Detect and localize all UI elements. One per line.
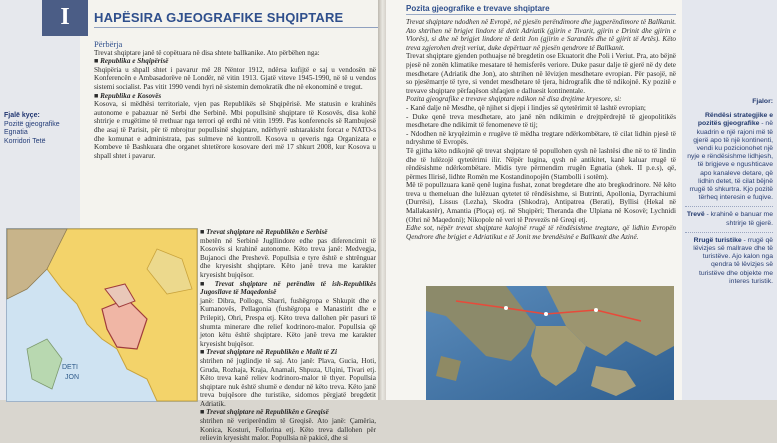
paragraph: Të gjitha këto ndikojnë që trevat shqiptare të popullohen qysh në lashtësi dhe në to të lindin dhe të lulëzojë qytetërimi ilir. Nëpër lugina, qysh në antikitet, kanë kaluar rrugë të rëndësishme ndërkombëtare. Midis tyre përmendim rrugën Egnatia (shek. II p.e.s), që, përmes Ilirisë, lidhte Romën me Kostandinopojën (Stambolli i sotëm). (406, 146, 676, 181)
right-page (386, 0, 777, 400)
item-text: Kosova, si mëdhësi territoriale, vjen pas Republikës së Shqipërisë. Me statusin e krahinës autonome e pabazuar në Serbi dhe Serbinë. Mbi popullsinë shqiptare të Kosovës, disa kohë shtrirje e rrugëtime të rrethuar nga terrori që erdhi në vitin 1999. Pas konferencës së Rambujesë dhe asaj të Parisit, për të mbrojtur popullsinë shqiptare, ndërhyrë ushtarakisht forcat e NATO-s dhe komunat e administrata, pas sulmeve në kontroll. Kosova u qeveris nga Organizata e Kombeve të Bashkuara dhe organet shtetërore kosovare deri më 17 shkurt 2008, kur Kosova u shpall shtet i pavarur. (94, 100, 376, 160)
keywords-label: Fjalë kyçe: (4, 112, 40, 119)
paragraph: Trevat shqiptare ndodhen në Evropë, në pjesën perëndimore dhe jugperëndimore të Ballkanit. Ato shtrihen në brigjet lindore të detit Adriatik (gjirin e Tivarit, gjirin e Drinit dhe gjirin e Vlorës), si dhe në brigjet lindore të detit Jon (gjirin e Sarandës dhe të gjirit të Artës). Këto treva zgjerohen drejt veriut, duke depërtuar në pjesën qendrore të Ballkanit. (406, 18, 676, 52)
keyword-item: Korridori Tetë (4, 137, 46, 145)
keyword-item: Egnatia (4, 129, 28, 136)
paragraph: Edhe sot, nëpër trevat shqiptare kalojnë rrugë të rëndësishme tregtare, që lidhin Evropën Qendrore dhe brigjet e Adriatikut e të Jonit me brendësinë e Ballkanit dhe Azinë. (406, 224, 676, 241)
map-graphic (7, 229, 197, 401)
glossary-definition: - krahinë e banuar me shtrirje të gjerë. (706, 211, 773, 227)
satellite-photo (426, 286, 674, 400)
glossary-label: Fjalor: (752, 98, 773, 105)
glossary-term: Rëndësi strategjike e pozitës gjeografike (697, 112, 773, 128)
title-divider (406, 14, 676, 15)
item-heading: Trevat shqiptare në perëndim të ish-Republikës Jugosllave të Maqedonisë (200, 279, 377, 297)
item-text: janë: Dibra, Pollogu, Sharri, fushëgropa e Shkupit dhe e Kumanovës, Pellagonia (fushëgropa e Manastirit dhe e Prilepit), Ohri, Prespa etj. Këto treva dallohen për pasuri të shumta minerare dhe relief kodrinoro-malor. Popullsia që jeton këtu është shqiptare. Këto janë treva me karakter kryesisht bujqësor. (200, 296, 376, 348)
item-text: mbetën në Serbinë Jugllindore edhe pas diferencimit të Kosovës si krahinë autonome. Këto treva janë: Medvegja, Bujanoci dhe Preshevë. Popullsia e tyre është e shtrënguar dhe kryesisht shqiptare. Këto janë treva me karakter kryesisht bujqësor. (200, 236, 376, 279)
paragraph: Trevat shqiptare gjenden pothuajse në bregdetin ose Ekuatorit dhe Poli i Veriut. Pra, ato bëjnë pjesë në zonën klimatike mesatare të hemisferës veriore. Duke pasur dalje të gjerë në dy dete mesdhetare (Adriatik dhe Jon), ato shtrihen në lëvizjen mesdhetare evropian. Për pasojë, në so pjesëmarrje të tyre, si vendet mesdhetare të tjera, hidrografik dhe të ndikojnë. Ky pozitë e trevave shqiptare përfaqëson shfaqjen e dalluesit kontinentale. (406, 52, 676, 95)
divider (685, 232, 773, 233)
right-page-title: Pozita gjeografike e trevave shqiptare (406, 4, 550, 13)
item-heading: Trevat shqiptare në Republikën e Malit të Zi (206, 348, 338, 357)
section-heading: Përbërja (94, 39, 123, 49)
paragraph: - Duke qenë treva mesdhetare, ato janë nën ndikimin e drejtpërdrejtë të gjeopolitikës mesdhetare dhe ndikimit të fenomeneve të tij; (406, 112, 676, 130)
glossary-term: Trevë (686, 211, 705, 219)
glossary-definition: - rrugë që lëvizjes së mallrave dhe të turistëve. Ajo kalon nga qendra të lëvizjes së turistëve dhe objekte me interes turistik. (693, 236, 773, 285)
title-divider (94, 27, 380, 28)
keywords-box (4, 112, 78, 146)
right-body-text (406, 18, 676, 282)
left-page (0, 0, 380, 443)
item-heading: Republika e Shqipërisë (100, 57, 169, 66)
left-top-text: Përbërja Trevat shqiptare janë të copëtuara në disa shtete ballkanike. Ato përbëhen nga: ■ Republika e Shqipërisë Shqipëria u shpall shtet i pavarur më 28 Nëntor 1912, ndërsa kufijtë e saj u vendosën në Konferencën e Ambasadorëve në Londër, në vitin 1913. Gjatë viteve 1945-1990, në të u vendos sistemi socialist. Pas vitit 1990 vendi hyri në sistemin demokratik dhe në ekonominë e tregut. ■ Republika e Kosovës Kosova, si mëdhësi territoriale, vjen pas Republikës së Shqipërisë. Me statusin e krahinës autonome e pabazuar në Serbi dhe Serbinë. Mbi popullsinë shqiptare të Kosovës, disa kohë shtrirje e rrugëtime të rrethuar nga terrori që erdhi në vitin 1999. Pas konferencës së Rambujesë dhe asaj të Parisit, për të mbrojtur popullsinë shqiptare, ndërhyrë ushtarakisht forcat e NATO-s dhe komunat e administrata, pas sulmeve në kontroll. Kosova u qeveris nga Organizata e Kombeve të Bashkuara dhe organet shtetërore kosovare deri më 17 shkurt 2008, kur Kosova u shpall shtet i pavarur. (94, 39, 376, 160)
item-text: shtrihen në veriperëndim të Greqisë. Ato janë: Çamëria, Konica, Kosturi, Follorina etj. Këto treva dallohen për relievin kryesisht malor. Popullsia në pakicë, dhe si (200, 417, 376, 443)
paragraph: - Ndodhen në kryqëzimin e rrugëve të mëdha tregtare ndërkombëtare, të cilat lidhin pjesë të ndryshme të Evropës. (406, 129, 676, 147)
paragraph: Pozita gjeografike e trevave shqiptare ndikon në disa drejtime kryesore, si: (406, 95, 622, 104)
intro-text: Trevat shqiptare janë të copëtuara në disa shtete ballkanike. Ato përbëhen nga: (94, 48, 320, 57)
paragraph: - Kanë dalje në Mesdhe, që njihet si djepi i lindjes së qytetërimit të lashtë evropian; (406, 103, 646, 112)
item-heading: Republika e Kosovës (100, 91, 162, 100)
item-text: shtrihen në juglindje të saj. Ato janë: Plava, Gucia, Hoti, Gruda, Rozhaja, Kraja, Anamali, Shpuza, Ulqini, Tivari etj. Këto treva kanë reliev kodrinoro-malor të thyer. Popullsia shqiptare nuk është shumë e dendur në këto treva. Këto janë treva bujqësore dhe turistike, sidomos përgjatë bregdetit Adriatik. (200, 356, 376, 408)
glossary-sidebar (685, 98, 773, 286)
chapter-title: HAPËSIRA GJEOGRAFIKE SHQIPTARE (94, 10, 344, 25)
chapter-number: I (42, 0, 88, 36)
glossary-definition: - në kuadrin e një rajoni më të gjerë apo të një kontinenti, vendi ku pozicionohet një nyje e rëndësishme lidhjesh, të brigjeve e ngushticave apo kanaleve detare, që lidhin detet, të cilat bëjnë rrugë të shkurtra. Kjo pozitë tërheq interesin e fuqive. (687, 120, 773, 202)
item-heading: Trevat shqiptare në Republikën e Greqisë (206, 408, 329, 417)
left-bottom-text: ■ Trevat shqiptare në Republikën e Serbisë mbetën në Serbinë Jugllindore edhe pas diferencimit të Kosovës si krahinë autonome. Këto treva janë: Medvegja, Bujanoci dhe Preshevë. Popullsia e tyre është e shtrënguar dhe kryesisht shqiptare. Këto janë treva me karakter kryesisht bujqësor. ■ Trevat shqiptare në perëndim të ish-Republikës Jugosllave të Maqedonisë janë: Dibra, Pollogu, Sharri, fushëgropa e Shkupit dhe e Kumanovës, Pellagonia (fushëgropa e Manastirit dhe e Prilepit), Ohri, Prespa etj. Këto treva dallohen për pasuri të shumta minerare dhe relief kodrinoro-malor. Popullsia që jeton këtu është shqiptare. Këto janë treva me karakter kryesisht bujqësor. ■ Trevat shqiptare në Republikën e Malit të Zi shtrihen në juglindje të saj. Ato janë: Plava, Gucia, Hoti, Gruda, Rozhaja, Kraja, Anamali, Shpuza, Ulqini, Tivari etj. Këto treva kanë reliev kodrinoro-malor të thyer. Popullsia shqiptare nuk është shumë e dendur në këto treva. Këto janë treva bujqësore dhe turistike, sidomos përgjatë bregdetit Adriatik. ■ Trevat shqiptare në Republikën e Greqisë shtrihen në veriperëndim të Greqisë. Ato janë: Çamëria, Konica, Kosturi, Follorina etj. Këto treva dallohen për relievin kryesisht malor. Popullsia në pakicë, dhe si (200, 228, 377, 443)
map-label: JON (65, 374, 79, 381)
divider (685, 206, 773, 207)
item-heading: Trevat shqiptare në Republikën e Serbisë (206, 228, 328, 236)
map-label: DETI (62, 364, 78, 371)
paragraph: Më të popullzuara kanë qenë lugina fushat, zonat bregdetare dhe ato bregkodrinore. Në këto treva u themeluan dhe lulëzuan qytetet të rëndësishme, si Butrinti, Apollonia, Dyrrachiumi (Durrësi), Lissus (Lezha), Skodra (Shkodra), Antipatrea (Berati), Byllisi (Hekal në Mallakastër), Amantia (Ploça) etj. në Shqipëri; Theranda dhe Ulpiana në Kosovë; Lychnidi (Ohri në Maqedoni); Nikopole në veri të Prevezës në Greqi etj. (406, 181, 676, 224)
item-text: Shqipëria u shpall shtet i pavarur më 28 Nëntor 1912, ndërsa kufijtë e saj u vendosën në Konferencën e Ambasadorëve në Londër, në vitin 1913. Gjatë viteve 1945-1990, në të u vendos sistemi socialist. Pas vitit 1990 vendi hyri në sistemin demokratik dhe në ekonominë e tregut. (94, 65, 376, 91)
glossary-term: Rrugë turistike (693, 236, 742, 244)
satellite-image-graphic (426, 286, 674, 400)
keyword-item: Pozitë gjeografike (4, 120, 60, 128)
region-map (6, 228, 198, 402)
